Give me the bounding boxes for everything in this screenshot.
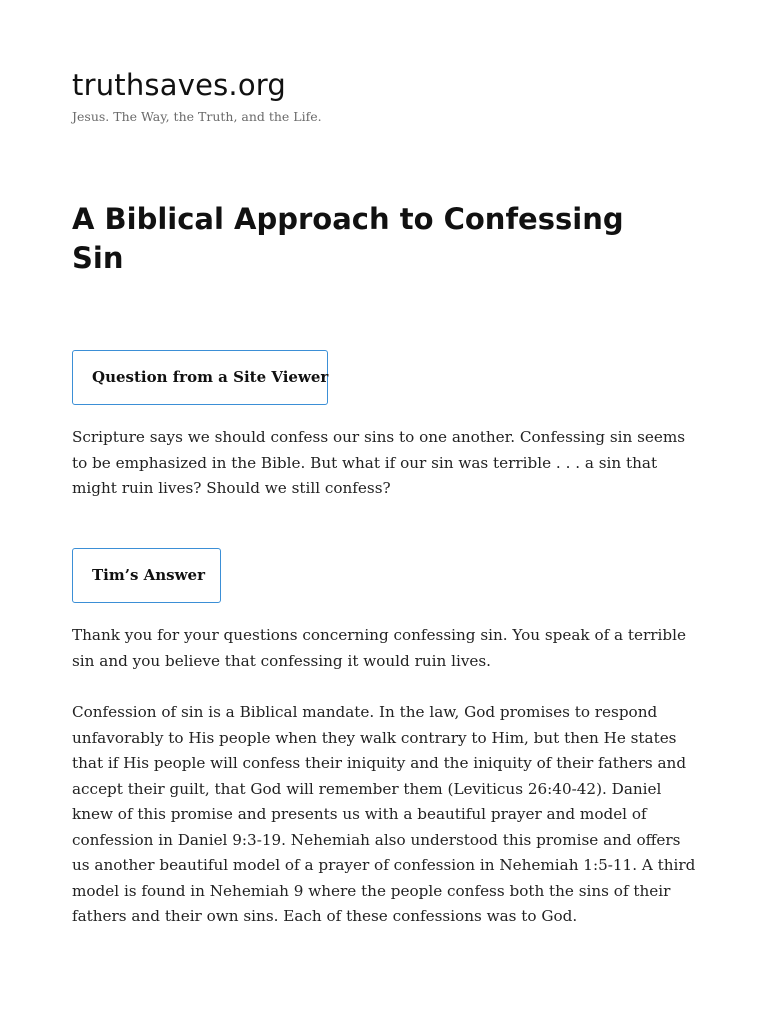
answer-paragraph-1: Thank you for your questions concerning confessing sin. You speak of a terrible sin and you believe that confessing it would ruin lives. bbox=[72, 626, 686, 670]
site-header bbox=[72, 66, 712, 126]
site-title-link[interactable]: truthsaves.org bbox=[72, 68, 286, 102]
section-heading-answer: Tim’s Answer bbox=[72, 548, 221, 603]
article-title: A Biblical Approach to Confessing Sin bbox=[72, 202, 624, 275]
answer-paragraph-2: Confession of sin is a Biblical mandate. In the law, God promises to respond unfavorably to His people when they walk contrary to Him, but then He states that if His people will confess their iniquity and the iniquity of their fathers and accept their guilt, that God will remember them (Leviticus 26:40-42). Daniel knew of this promise and presents us with a beautiful prayer and model of confession in Daniel 9:3-19. Nehemiah also understood this promise and offers us another beautiful model of a prayer of confession in Nehemiah 1:5-11. A third model is found in Nehemiah 9 where the people confess both the sins of their fathers and their own sins. Each of these confessions was to God. bbox=[72, 703, 696, 925]
site-tagline: Jesus. The Way, the Truth, and the Life. bbox=[72, 109, 322, 124]
question-paragraph: Scripture says we should confess our sins to one another. Confessing sin seems to be emphasized in the Bible. But what if our sin was terrible . . . a sin that might ruin lives? Should we still confess? bbox=[72, 428, 686, 497]
section-heading-question: Question from a Site Viewer bbox=[72, 350, 328, 405]
